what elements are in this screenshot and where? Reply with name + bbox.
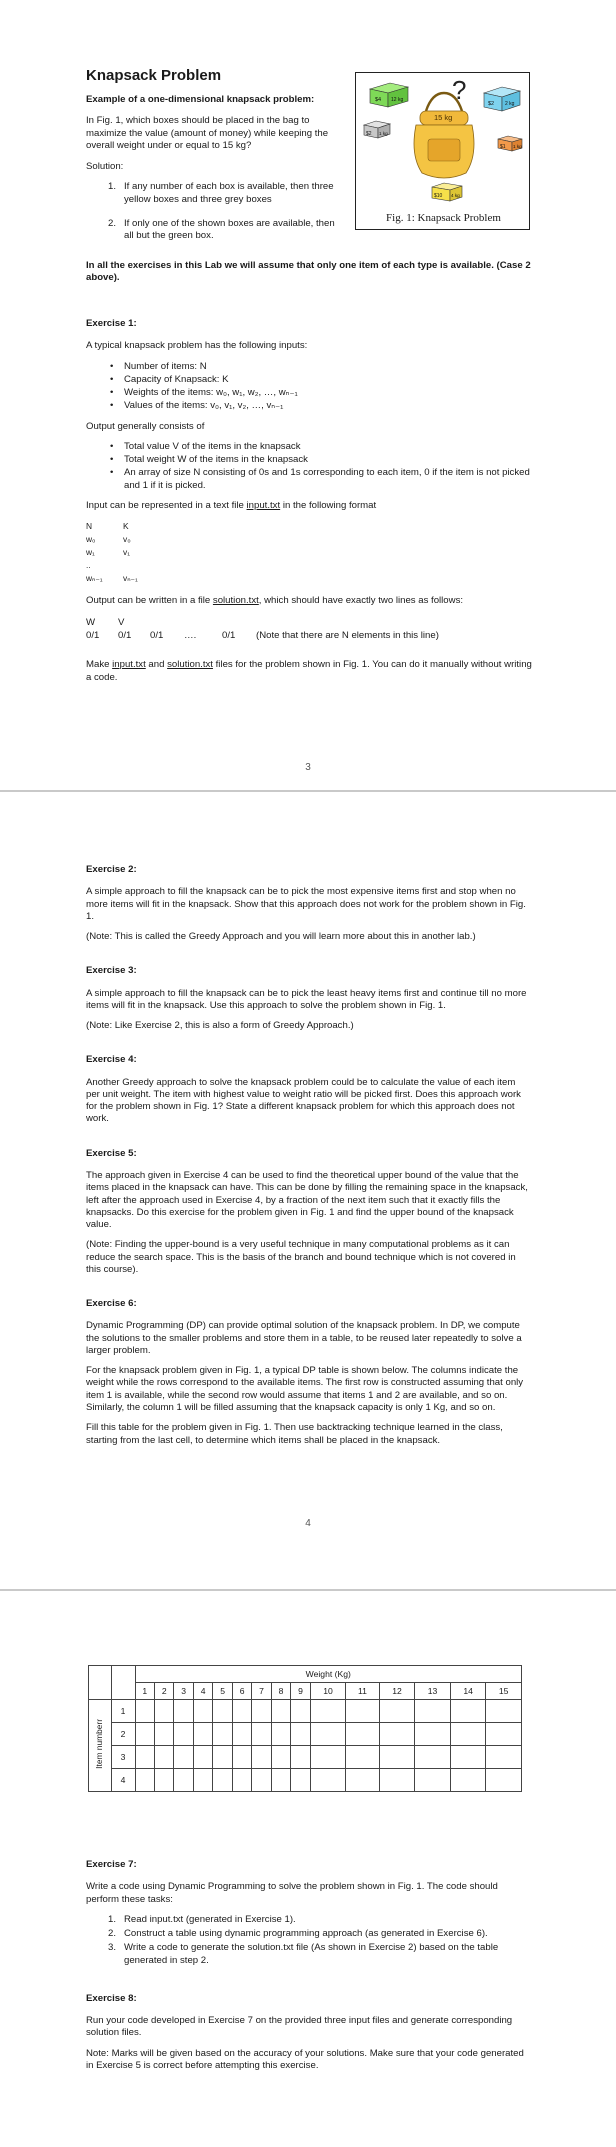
table-cell: [379, 1723, 415, 1746]
dp-table: [88, 1665, 522, 1792]
green-box-value: $4: [375, 97, 382, 103]
table-row: [89, 1769, 522, 1792]
list-item: 2. If only one of the shown boxes are available, then all but the green box.: [108, 217, 335, 242]
input-format-text: Input can be represented in a text file input.txt in the following format: [86, 499, 377, 511]
exercises-2-6: [86, 864, 530, 1447]
table-cell: [213, 1700, 232, 1723]
table-row: [89, 1746, 522, 1769]
list-item: • Weights of the items: w₀, w₁, w₂, …, wₙ₋₁: [124, 387, 536, 399]
table-cell: [154, 1700, 173, 1723]
row-label: 1: [111, 1700, 135, 1723]
page-5: [0, 1591, 616, 2147]
table-cell: [415, 1769, 451, 1792]
table-cell: [271, 1700, 290, 1723]
table-cell: [415, 1723, 451, 1746]
solution-file-name: solution.txt: [212, 595, 259, 607]
row-label: 2: [111, 1723, 135, 1746]
format-row: wₙ₋₁ vₙ₋₁: [86, 573, 138, 584]
table-cell: [252, 1700, 271, 1723]
input-format-block: [86, 520, 536, 585]
column-header: 9: [291, 1683, 310, 1700]
table-cell: [486, 1723, 522, 1746]
knapsack-figure: [355, 72, 530, 230]
bag-icon: [414, 93, 474, 178]
exercise-note: (Note: This is called the Greedy Approach and you will learn more about this in another lab.): [86, 931, 476, 943]
exercise-body: Run your code developed in Exercise 7 on the provided three input files and generate corresponding solution files.: [86, 2015, 513, 2039]
table-cell: [486, 1746, 522, 1769]
exercise-body: The approach given in Exercise 4 can be used to find the theoretical upper bound of the value that the items placed in the knapsack can have. This can be done by filling the remaining space in the knapsack, left after the approach used in Exercise 4, by a fraction of the next item such that it exactly fills the knapsacks. Do this exercise for the problem given in Fig. 1 and find the upper bound of the knapsack value.: [86, 1169, 528, 1231]
table-cell: [135, 1746, 154, 1769]
table-cell: [213, 1723, 232, 1746]
list-item: 1. If any number of each box is available, then three yellow boxes and three grey boxes: [108, 181, 334, 205]
input-list: [86, 361, 536, 413]
exercise-4: [86, 1054, 530, 1125]
yellow-box-icon: [432, 183, 462, 201]
table-cell: [174, 1723, 193, 1746]
table-cell: [379, 1700, 415, 1723]
exercise-note: (Note: Like Exercise 2, this is also a form of Greedy Approach.): [86, 1020, 354, 1032]
page-number: 4: [305, 1518, 311, 1529]
column-header: 15: [486, 1683, 522, 1700]
figure-caption: Fig. 1: Knapsack Problem: [386, 211, 501, 224]
table-cell: [450, 1723, 486, 1746]
table-cell: [310, 1746, 346, 1769]
svg-text:2 kg: 2 kg: [505, 101, 515, 107]
exercise-6: [86, 1298, 530, 1447]
list-item: • Values of the items: v₀, v₁, v₂, …, vₙ₋₁: [124, 400, 536, 412]
exercise-heading: Exercise 8:: [86, 1992, 137, 2004]
table-cell: [135, 1700, 154, 1723]
table-cell: [450, 1746, 486, 1769]
exercise-body: Dynamic Programming (DP) can provide optimal solution of the knapsack problem. In DP, we compute the solutions to the smaller problems and store them in a table, to be reused later repeatedly to solve a larger problem.: [86, 1320, 522, 1356]
orange-box-icon: [498, 136, 522, 151]
table-cell: [174, 1769, 193, 1792]
page-number: 3: [305, 762, 311, 773]
table-cell: [291, 1723, 310, 1746]
task-list: [86, 1914, 530, 1967]
exercise-body: A simple approach to fill the knapsack can be to pick the least heavy items first and continue till no more items will fit in the knapsack. Use this approach to solve the problem shown in Fig. 1.: [86, 987, 527, 1011]
format-row: w₁ v₁: [86, 547, 131, 558]
column-header: 3: [174, 1683, 193, 1700]
table-cell: [415, 1700, 451, 1723]
column-header: 2: [154, 1683, 173, 1700]
row-label: 3: [111, 1746, 135, 1769]
list-item: • An array of size N consisting of 0s and 1s corresponding to each item, 0 if the item is not picked and 1 if it is picked.: [124, 467, 536, 492]
list-item: • Capacity of Knapsack: K: [124, 374, 536, 386]
table-cell: [213, 1746, 232, 1769]
table-cell: [193, 1746, 212, 1769]
svg-text:4 kg: 4 kg: [451, 193, 460, 198]
table-cell: [193, 1700, 212, 1723]
blue-box-icon: [484, 87, 520, 111]
table-cell: [154, 1769, 173, 1792]
page-3: [0, 0, 616, 790]
table-cell: [193, 1769, 212, 1792]
table-cell: [379, 1769, 415, 1792]
exercises-7-8: [86, 1859, 530, 2072]
solution-line-1: W V: [86, 616, 125, 628]
table-cell: [486, 1769, 522, 1792]
intro-block: [86, 94, 351, 244]
output-lead: Output generally consists of: [86, 420, 205, 432]
table-cell: [271, 1723, 290, 1746]
table-cell: [310, 1723, 346, 1746]
format-row: w₀ v₀: [86, 534, 131, 545]
table-cell: [415, 1746, 451, 1769]
table-cell: [232, 1700, 251, 1723]
format-row: N K: [86, 521, 129, 532]
solution-list: [86, 181, 341, 242]
exercise-1: [86, 318, 536, 684]
assumption-text: In all the exercises in this Lab we will assume that only one item of each type is available. (Case 2 above).: [86, 260, 531, 284]
green-box-icon: [370, 83, 408, 107]
list-item: 1. Read input.txt (generated in Exercise 1).: [108, 1913, 296, 1925]
exercise-heading: Exercise 1:: [86, 318, 137, 329]
format-row: ..: [86, 560, 91, 571]
list-item: • Total weight W of the items in the knapsack: [124, 454, 536, 466]
table-cell: [346, 1746, 379, 1769]
list-item: 2. Construct a table using dynamic programming approach (as generated in Exercise 6).: [108, 1928, 488, 1940]
column-header: 10: [310, 1683, 346, 1700]
exercise-lead: Write a code using Dynamic Programming to solve the problem shown in Fig. 1. The code should perform these tasks:: [86, 1881, 498, 1905]
svg-text:$1: $1: [500, 144, 506, 150]
example-heading: Example of a one-dimensional knapsack problem:: [86, 94, 315, 105]
exercise-5: [86, 1148, 530, 1276]
column-header: 4: [193, 1683, 212, 1700]
table-cell: [291, 1746, 310, 1769]
intro-text: In Fig. 1, which boxes should be placed in the bag to maximize the value (amount of money) while keeping the overall weight under or equal to 15 kg?: [86, 115, 329, 151]
solution-format-block: [86, 616, 536, 644]
input-file-name: input.txt: [246, 499, 281, 511]
table-cell: [135, 1769, 154, 1792]
table-header-row: [89, 1666, 522, 1683]
page-4: [0, 792, 616, 1589]
weight-header: Weight (Kg): [135, 1666, 522, 1683]
table-cell: [310, 1700, 346, 1723]
exercise-body: Fill this table for the problem given in Fig. 1. Then use backtracking technique learned in the class, starting from the last cell, to determine which items shall be placed in the knapsack.: [86, 1422, 503, 1446]
column-header: 5: [213, 1683, 232, 1700]
exercise-body: Another Greedy approach to solve the knapsack problem could be to calculate the value of each item per unit weight. The item with highest value to weight ratio will be picked first. Does this approach work for the problem shown in Fig. 1? State a different knapsack problem for which this approach does not work.: [86, 1076, 521, 1125]
exercise-heading: Exercise 6:: [86, 1298, 137, 1310]
table-cell: [291, 1700, 310, 1723]
table-cell: [174, 1746, 193, 1769]
exercise-8: [86, 1993, 530, 2072]
svg-text:1 kg: 1 kg: [379, 131, 388, 136]
green-box-weight: 12 kg: [391, 97, 404, 103]
table-row: [89, 1700, 522, 1723]
table-cell: [271, 1769, 290, 1792]
svg-text:$2: $2: [366, 131, 372, 137]
exercise-3: [86, 965, 530, 1032]
column-header: 7: [252, 1683, 271, 1700]
column-header: 1: [135, 1683, 154, 1700]
svg-text:$10: $10: [434, 193, 443, 199]
solution-label: Solution:: [86, 161, 124, 173]
solution-line-2: 0/1 0/1 0/1 …. 0/1 (Note that there are N elements in this line): [86, 630, 439, 642]
table-cell: [232, 1746, 251, 1769]
table-cell: [346, 1723, 379, 1746]
output-format-text: Output can be written in a file solution.txt, which should have exactly two lines as follows:: [86, 595, 464, 607]
make-files-text: Make input.txt and solution.txt files for the problem shown in Fig. 1. You can do it manually without writing a code.: [86, 659, 532, 683]
exercise-heading: Exercise 3:: [86, 965, 137, 977]
exercise-body: For the knapsack problem given in Fig. 1, a typical DP table is shown below. The columns indicate the weight while the rows correspond to the available items. The first row is constructed assuming that only item 1 is available, while the second row would assume that items 1 and 2 are available, and so on. Similarly, the column 1 will be filled assuming that the knapsack capacity is only 1 Kg, and so on.: [86, 1365, 524, 1413]
item-header-label: Item numberr: [94, 1719, 105, 1769]
page-title: Knapsack Problem: [86, 67, 222, 84]
table-cell: [174, 1700, 193, 1723]
column-header: 13: [415, 1683, 451, 1700]
table-cell: [346, 1769, 379, 1792]
knapsack-illustration: [356, 73, 531, 213]
table-cell: [213, 1769, 232, 1792]
table-cell: [291, 1769, 310, 1792]
list-item: 3. Write a code to generate the solution.txt file (As shown in Exercise 2) based on the table generated in step 2.: [108, 1942, 499, 1966]
column-header-row: [89, 1683, 522, 1700]
svg-text:$2: $2: [488, 101, 495, 107]
table-cell: [232, 1723, 251, 1746]
table-cell: [450, 1769, 486, 1792]
table-cell: [135, 1723, 154, 1746]
svg-text:1 kg: 1 kg: [513, 144, 522, 149]
exercise-heading: Exercise 5:: [86, 1147, 137, 1159]
column-header: 12: [379, 1683, 415, 1700]
column-header: 8: [271, 1683, 290, 1700]
list-item: • Total value V of the items in the knapsack: [124, 441, 536, 453]
row-label: 4: [111, 1769, 135, 1792]
table-cell: [252, 1746, 271, 1769]
item-header: [89, 1700, 112, 1792]
exercise-2: [86, 864, 530, 943]
table-cell: [450, 1700, 486, 1723]
table-cell: [252, 1769, 271, 1792]
table-cell: [154, 1723, 173, 1746]
question-mark: ?: [452, 75, 467, 105]
table-cell: [486, 1700, 522, 1723]
table-cell: [232, 1769, 251, 1792]
exercise-heading: Exercise 4:: [86, 1054, 137, 1066]
bag-capacity: 15 kg: [434, 113, 453, 122]
output-list: [86, 441, 536, 492]
table-cell: [271, 1746, 290, 1769]
grey-box-icon: [364, 121, 390, 138]
column-header: 14: [450, 1683, 486, 1700]
table-cell: [154, 1746, 173, 1769]
exercise-body: A simple approach to fill the knapsack can be to pick the most expensive items first and stop when no more items will fit in the knapsack. Show that this approach does not work for the problem shown in Fig. 1.: [86, 886, 526, 922]
exercise-lead: A typical knapsack problem has the following inputs:: [86, 340, 308, 352]
table-cell: [346, 1700, 379, 1723]
column-header: 6: [232, 1683, 251, 1700]
exercise-note: (Note: Finding the upper-bound is a very useful technique in many computational problems as it can reduce the search space. This is the basis of the branch and bound technique which is not covered in this course).: [86, 1239, 516, 1275]
column-header: 11: [346, 1683, 379, 1700]
table-cell: [379, 1746, 415, 1769]
exercise-heading: Exercise 7:: [86, 1859, 137, 1870]
table-row: [89, 1723, 522, 1746]
table-cell: [310, 1769, 346, 1792]
table-cell: [193, 1723, 212, 1746]
exercise-7: [86, 1859, 530, 1967]
exercise-heading: Exercise 2:: [86, 864, 137, 875]
exercise-note: Note: Marks will be given based on the accuracy of your solutions. Make sure that your code generated in Exercise 5 is correct before attempting this exercise.: [86, 2047, 524, 2071]
table-cell: [252, 1723, 271, 1746]
list-item: • Number of items: N: [124, 361, 536, 373]
